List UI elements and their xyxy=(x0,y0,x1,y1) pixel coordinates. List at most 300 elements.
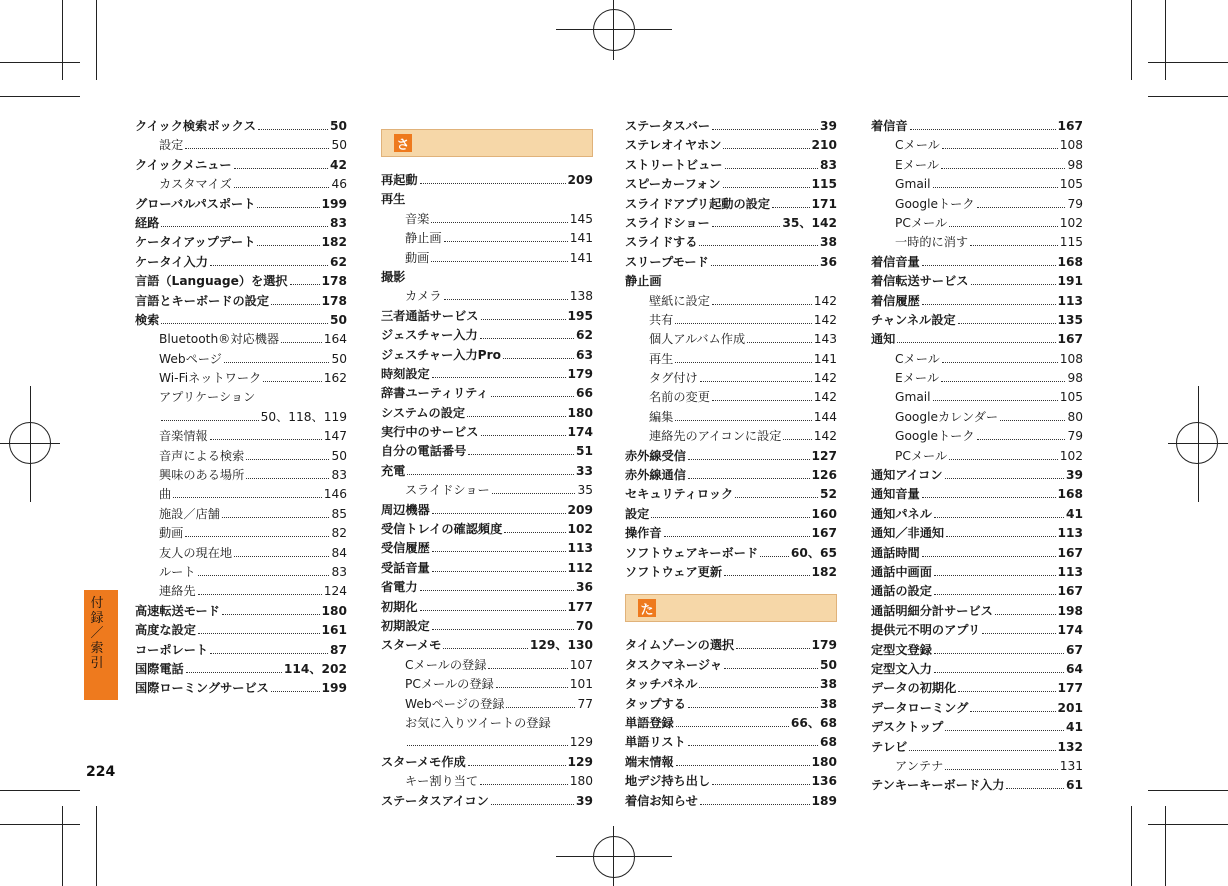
entry-term: 静止画 xyxy=(625,274,662,289)
leader-dots xyxy=(664,536,810,537)
entry-page: 41 xyxy=(1066,720,1083,735)
leader-dots xyxy=(949,459,1058,460)
index-subentry xyxy=(135,582,347,601)
index-entry xyxy=(871,253,1083,272)
crop-mark xyxy=(62,0,63,80)
entry-term: 定型文登録 xyxy=(871,642,932,657)
entry-term: 設定 xyxy=(625,506,650,521)
index-subentry xyxy=(381,229,593,248)
leader-dots xyxy=(186,672,282,673)
index-subentry xyxy=(625,292,837,311)
entry-term: 提供元不明のアプリ xyxy=(871,623,981,638)
entry-term: 共有 xyxy=(649,312,674,327)
entry-page: 36 xyxy=(820,254,837,269)
entry-term: セキュリティロック xyxy=(625,487,734,502)
leader-dots xyxy=(263,381,322,382)
entry-term: 着信音量 xyxy=(871,254,920,269)
entry-term: 着信転送サービス xyxy=(871,274,969,289)
entry-page: 68 xyxy=(820,735,837,750)
entry-page: 66 xyxy=(576,386,593,401)
index-subentry xyxy=(871,447,1083,466)
entry-term: 受話音量 xyxy=(381,560,430,575)
leader-dots xyxy=(723,187,810,188)
index-subentry xyxy=(871,369,1083,388)
crop-mark xyxy=(1165,0,1166,80)
registration-circle-icon xyxy=(593,9,635,51)
entry-term: スリープモード xyxy=(625,254,709,269)
entry-page: 180 xyxy=(567,405,593,420)
entry-term: 国際電話 xyxy=(135,661,184,676)
index-entry xyxy=(135,117,347,136)
entry-page: 62 xyxy=(576,328,593,343)
entry-page: 167 xyxy=(1057,545,1083,560)
index-subentry xyxy=(871,175,1083,194)
entry-page: 167 xyxy=(1057,584,1083,599)
entry-term: ソフトウェアキーボード xyxy=(625,545,759,560)
index-entry xyxy=(135,156,347,175)
leader-dots xyxy=(246,459,329,460)
entry-page: 145 xyxy=(569,211,593,226)
entry-term: お気に入りツイートの登録 xyxy=(405,715,551,730)
entry-term: タグ付け xyxy=(649,371,698,386)
index-entry xyxy=(625,563,837,582)
entry-page: 102 xyxy=(1059,215,1083,230)
index-column-2 xyxy=(381,117,593,811)
entry-term: Webページ xyxy=(159,351,222,366)
index-subentry xyxy=(135,544,347,563)
leader-dots xyxy=(198,594,322,595)
entry-page: 52 xyxy=(820,487,837,502)
leader-dots xyxy=(724,575,810,576)
entry-page: 167 xyxy=(1057,332,1083,347)
entry-page: 147 xyxy=(323,429,347,444)
index-subentry xyxy=(381,249,593,268)
leader-dots xyxy=(934,653,1064,654)
entry-term: 経路 xyxy=(135,215,160,230)
leader-dots xyxy=(995,614,1056,615)
entry-page: 38 xyxy=(820,696,837,711)
entry-term: 操作音 xyxy=(625,526,662,541)
entry-page: 38 xyxy=(820,235,837,250)
leader-dots xyxy=(711,265,818,266)
entry-page: 41 xyxy=(1066,506,1083,521)
index-entry xyxy=(135,602,347,621)
index-entry xyxy=(135,272,347,291)
entry-term: アプリケーション xyxy=(159,390,256,405)
entry-term: スターメモ作成 xyxy=(381,754,466,769)
crop-mark xyxy=(1148,824,1228,825)
leader-dots xyxy=(724,668,818,669)
index-subentry xyxy=(135,466,347,485)
entry-page: 35 xyxy=(577,483,593,498)
entry-term: クイックメニュー xyxy=(135,157,232,172)
entry-page: 112 xyxy=(567,560,593,575)
leader-dots xyxy=(480,338,574,339)
entry-page: 160 xyxy=(811,506,837,521)
leader-dots xyxy=(675,420,811,421)
index-subentry xyxy=(871,195,1083,214)
index-subentry xyxy=(871,156,1083,175)
entry-page: 113 xyxy=(1057,564,1083,579)
entry-term: Eメール xyxy=(895,157,940,172)
entry-term: 通話明細分計サービス xyxy=(871,603,993,618)
entry-term: 地デジ持ち出し xyxy=(625,774,711,789)
leader-dots xyxy=(468,454,574,455)
entry-term: 曲 xyxy=(159,487,172,502)
index-subentry xyxy=(135,427,347,446)
side-label-char: 付 xyxy=(90,596,104,611)
leader-dots xyxy=(971,284,1056,285)
entry-term: 撮影 xyxy=(381,269,406,284)
leader-dots xyxy=(747,342,812,343)
entry-page: 177 xyxy=(567,599,593,614)
leader-dots xyxy=(432,551,566,552)
entry-page: 60、65 xyxy=(790,545,837,560)
index-entry xyxy=(625,656,837,675)
entry-page: 79 xyxy=(1067,429,1083,444)
entry-term: クイック検索ボックス xyxy=(135,119,256,133)
leader-dots xyxy=(897,342,1055,343)
index-subentry xyxy=(135,350,347,369)
leader-dots xyxy=(432,513,566,514)
index-subentry xyxy=(135,505,347,524)
leader-dots xyxy=(676,726,789,727)
entry-term: 赤外線受信 xyxy=(625,448,686,463)
entry-page: 105 xyxy=(1059,177,1083,192)
entry-page: 136 xyxy=(811,774,837,789)
leader-dots xyxy=(688,459,810,460)
entry-term: ジェスチャー入力Pro xyxy=(381,347,501,362)
index-subentry xyxy=(381,675,593,694)
leader-dots xyxy=(982,633,1055,634)
leader-dots xyxy=(491,396,575,397)
index-entry xyxy=(871,466,1083,485)
entry-page: 189 xyxy=(811,793,837,808)
leader-dots xyxy=(699,687,818,688)
crop-mark xyxy=(0,824,80,825)
entry-term: PCメール xyxy=(895,448,948,463)
entry-term: 国際ローミングサービス xyxy=(135,681,269,696)
index-entry xyxy=(381,753,593,772)
entry-term: カメラ xyxy=(405,289,442,304)
index-entry xyxy=(625,233,837,252)
index-subentry xyxy=(625,350,837,369)
entry-page: 66、68 xyxy=(790,715,837,730)
entry-term: 施設／店舗 xyxy=(159,506,220,521)
entry-term: スターメモ xyxy=(381,638,442,653)
entry-term: 通知音量 xyxy=(871,487,920,502)
leader-dots xyxy=(910,129,1056,130)
entry-page: 180 xyxy=(811,754,837,769)
entry-term: 通知 xyxy=(871,332,896,347)
leader-dots xyxy=(712,784,809,785)
entry-page: 50 xyxy=(331,351,347,366)
leader-dots xyxy=(467,416,565,417)
entry-term: 赤外線通信 xyxy=(625,468,686,483)
entry-term: Bluetooth®対応機器 xyxy=(159,332,280,347)
index-subentry xyxy=(625,369,837,388)
leader-dots xyxy=(224,362,330,363)
index-subentry xyxy=(871,427,1083,446)
index-entry xyxy=(135,195,347,214)
leader-dots xyxy=(922,556,1056,557)
entry-term: 高度な設定 xyxy=(135,623,196,638)
index-entry xyxy=(625,447,837,466)
leader-dots xyxy=(945,769,1057,770)
entry-term: 再起動 xyxy=(381,173,418,187)
entry-page: 33 xyxy=(576,463,593,478)
index-subentry xyxy=(625,408,837,427)
entry-page: 87 xyxy=(330,642,347,657)
entry-term: ルート xyxy=(159,564,196,579)
entry-term: アンテナ xyxy=(895,758,944,773)
entry-page: 135 xyxy=(1057,312,1083,327)
entry-page: 180 xyxy=(321,603,347,618)
index-entry xyxy=(135,660,347,679)
entry-term: ケータイアップデート xyxy=(135,235,256,250)
entry-term: 一時的に消す xyxy=(895,235,969,250)
leader-dots xyxy=(161,420,259,421)
entry-page: 199 xyxy=(321,196,347,211)
index-entry xyxy=(381,559,593,578)
entry-term: ステータスバー xyxy=(625,119,711,133)
leader-dots xyxy=(504,532,565,533)
entry-term: ジェスチャー入力 xyxy=(381,328,478,343)
leader-dots xyxy=(271,691,320,692)
leader-dots xyxy=(271,304,319,305)
leader-dots xyxy=(942,362,1058,363)
index-entry xyxy=(871,776,1083,795)
leader-dots xyxy=(185,536,329,537)
index-subentry xyxy=(871,233,1083,252)
index-entry xyxy=(871,718,1083,737)
entry-term: 通知パネル xyxy=(871,506,932,521)
entry-page: 182 xyxy=(811,564,837,579)
index-entry xyxy=(625,214,837,233)
leader-dots xyxy=(933,400,1058,401)
index-subentry xyxy=(135,175,347,194)
leader-dots xyxy=(945,730,1064,731)
leader-dots xyxy=(760,556,789,557)
leader-dots xyxy=(506,707,575,708)
index-entry xyxy=(381,384,593,403)
side-label-char: 索 xyxy=(90,641,104,656)
entry-page: 138 xyxy=(569,289,593,304)
entry-term: 名前の変更 xyxy=(649,390,710,405)
entry-term: 連絡先 xyxy=(159,584,196,599)
index-entry xyxy=(625,772,837,791)
entry-page: 174 xyxy=(567,425,593,440)
index-subentry xyxy=(871,757,1083,776)
entry-page: 142 xyxy=(813,390,837,405)
entry-page: 50 xyxy=(820,657,837,672)
index-entry xyxy=(381,190,593,209)
index-subentry xyxy=(135,524,347,543)
entry-page: 142 xyxy=(813,312,837,327)
index-subentry xyxy=(135,408,347,427)
entry-term: タッチパネル xyxy=(625,677,698,692)
crop-mark xyxy=(96,0,97,80)
leader-dots xyxy=(735,497,818,498)
entry-page: 168 xyxy=(1057,487,1083,502)
leader-dots xyxy=(712,226,781,227)
entry-term: チャンネル設定 xyxy=(871,312,956,327)
index-entry xyxy=(381,365,593,384)
entry-page: 177 xyxy=(1057,681,1083,696)
leader-dots xyxy=(420,610,566,611)
leader-dots xyxy=(934,575,1056,576)
crop-mark xyxy=(1148,62,1228,63)
crop-mark xyxy=(0,790,80,791)
index-subentry xyxy=(871,350,1083,369)
index-entry xyxy=(381,636,593,655)
index-entry xyxy=(135,679,347,698)
leader-dots xyxy=(977,439,1066,440)
leader-dots xyxy=(420,183,566,184)
index-entry xyxy=(381,578,593,597)
entry-page: 174 xyxy=(1057,623,1083,638)
entry-page: 39 xyxy=(576,793,593,808)
index-entry xyxy=(871,660,1083,679)
entry-term: 三者通話サービス xyxy=(381,308,479,323)
entry-page: 83 xyxy=(330,215,347,230)
entry-page: 182 xyxy=(321,235,347,250)
index-entry xyxy=(381,171,593,190)
index-entry xyxy=(381,539,593,558)
index-entry xyxy=(381,520,593,539)
leader-dots xyxy=(281,342,322,343)
entry-page: 61 xyxy=(1066,778,1083,793)
entry-page: 115 xyxy=(1059,235,1083,250)
index-entry xyxy=(871,602,1083,621)
leader-dots xyxy=(503,358,574,359)
index-entry xyxy=(871,485,1083,504)
section-header xyxy=(625,594,837,622)
entry-term: テンキーキーボード入力 xyxy=(871,778,1005,793)
entry-term: 受信履歴 xyxy=(381,541,430,556)
section-label: さ xyxy=(394,134,412,152)
leader-dots xyxy=(234,187,330,188)
entry-page: 126 xyxy=(811,468,837,483)
entry-page: 209 xyxy=(567,173,593,187)
entry-term: システムの設定 xyxy=(381,405,466,420)
leader-dots xyxy=(185,148,329,149)
entry-page: 36 xyxy=(576,580,593,595)
leader-dots xyxy=(407,745,568,746)
leader-dots xyxy=(210,653,328,654)
leader-dots xyxy=(290,284,320,285)
index-entry xyxy=(871,524,1083,543)
index-entry xyxy=(135,641,347,660)
leader-dots xyxy=(958,323,1056,324)
leader-dots xyxy=(210,439,322,440)
entry-term: Wi-Fiネットワーク xyxy=(159,371,262,386)
entry-page: 50 xyxy=(331,448,347,463)
entry-term: デスクトップ xyxy=(871,720,944,735)
entry-term: Cメール xyxy=(895,138,940,153)
index-entry xyxy=(625,524,837,543)
index-subentry xyxy=(381,481,593,500)
entry-term: 通話の設定 xyxy=(871,584,932,599)
entry-page: 191 xyxy=(1057,274,1083,289)
leader-dots xyxy=(922,497,1056,498)
entry-page: 146 xyxy=(323,487,347,502)
leader-dots xyxy=(481,435,566,436)
entry-term: Gmail xyxy=(895,177,931,192)
entry-term: 動画 xyxy=(405,250,430,265)
leader-dots xyxy=(970,711,1055,712)
leader-dots xyxy=(958,691,1055,692)
entry-term: 言語（Language）を選択 xyxy=(135,274,288,289)
leader-dots xyxy=(942,148,1058,149)
leader-dots xyxy=(700,804,810,805)
leader-dots xyxy=(481,319,566,320)
index-subentry xyxy=(381,210,593,229)
entry-term: 単語リスト xyxy=(625,735,686,750)
crop-mark xyxy=(1148,790,1228,791)
leader-dots xyxy=(945,478,1064,479)
index-entry xyxy=(135,214,347,233)
entry-page: 144 xyxy=(813,409,837,424)
side-label-char: 録 xyxy=(90,611,104,626)
leader-dots xyxy=(941,381,1065,382)
index-entry xyxy=(871,272,1083,291)
section-header xyxy=(381,129,593,157)
entry-page: 162 xyxy=(323,371,347,386)
leader-dots xyxy=(922,304,1056,305)
entry-term: 高速転送モード xyxy=(135,603,220,618)
entry-page: 143 xyxy=(813,332,837,347)
index-entry xyxy=(871,582,1083,601)
leader-dots xyxy=(432,377,566,378)
entry-term: Googleカレンダー xyxy=(895,409,999,424)
entry-term: 定型文入力 xyxy=(871,661,932,676)
index-entry xyxy=(871,641,1083,660)
entry-page: 38 xyxy=(820,677,837,692)
leader-dots xyxy=(431,261,567,262)
index-entry xyxy=(625,466,837,485)
leader-dots xyxy=(431,222,567,223)
entry-page: 113 xyxy=(567,541,593,556)
entry-term: Eメール xyxy=(895,371,940,386)
leader-dots xyxy=(480,784,568,785)
leader-dots xyxy=(1000,420,1065,421)
entry-page: 50 xyxy=(330,119,347,133)
entry-page: 114、202 xyxy=(283,661,347,676)
entry-page: 50 xyxy=(330,312,347,327)
leader-dots xyxy=(444,299,568,300)
entry-page: 51 xyxy=(576,444,593,459)
entry-term: スライドアプリ起動の設定 xyxy=(625,196,771,211)
page-number: 224 xyxy=(86,764,116,780)
entry-term: 自分の電話番号 xyxy=(381,444,467,459)
entry-page: 83 xyxy=(331,564,347,579)
side-label xyxy=(86,596,108,671)
index-entry xyxy=(625,544,837,563)
leader-dots xyxy=(934,672,1064,673)
leader-dots xyxy=(909,750,1055,751)
leader-dots xyxy=(941,168,1065,169)
index-subentry xyxy=(625,311,837,330)
leader-dots xyxy=(970,245,1058,246)
index-entry xyxy=(625,117,837,136)
leader-dots xyxy=(977,207,1066,208)
entry-term: 初期化 xyxy=(381,599,418,614)
index-entry xyxy=(871,117,1083,136)
entry-page: 171 xyxy=(811,196,837,211)
entry-page: 85 xyxy=(331,506,347,521)
leader-dots xyxy=(488,668,567,669)
